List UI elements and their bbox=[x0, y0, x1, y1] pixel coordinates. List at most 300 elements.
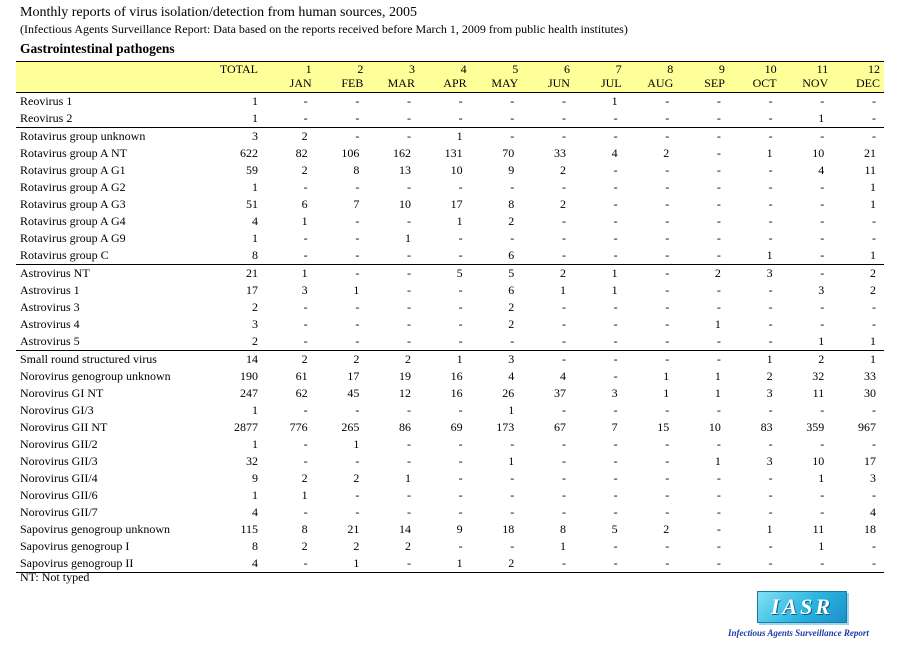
month-value-cell: - bbox=[406, 317, 411, 331]
row-total-cell: 3 bbox=[204, 128, 264, 146]
month-value-cell: 2 bbox=[559, 197, 566, 211]
header-month bbox=[626, 62, 678, 93]
month-value-cell: - bbox=[613, 437, 618, 451]
month-value-cell: - bbox=[820, 231, 825, 245]
row-name-cell: Rotavirus group A G3 bbox=[20, 197, 126, 211]
row-total-cell: 59 bbox=[246, 163, 259, 177]
month-value-cell: - bbox=[458, 111, 463, 125]
month-value-cell: - bbox=[613, 334, 618, 348]
month-value-cell: - bbox=[561, 180, 566, 194]
month-value-cell: - bbox=[716, 522, 721, 536]
month-value-cell: 18 bbox=[864, 522, 876, 536]
month-value-cell: 2 bbox=[264, 351, 316, 369]
row-total-cell: 1 bbox=[252, 437, 259, 451]
table-row bbox=[16, 368, 884, 385]
month-value-cell: - bbox=[872, 300, 876, 314]
month-value-cell: 1 bbox=[663, 386, 670, 400]
month-value-cell: 2 bbox=[870, 283, 876, 297]
header-month-number: 3 bbox=[408, 62, 415, 76]
month-value-cell: - bbox=[406, 300, 411, 314]
month-value-cell: 1 bbox=[419, 555, 471, 573]
month-value-cell: - bbox=[665, 505, 670, 519]
month-value-cell: - bbox=[561, 300, 566, 314]
month-value-cell: - bbox=[303, 231, 308, 245]
month-value-cell: 2 bbox=[353, 539, 360, 553]
month-value-cell: 2 bbox=[316, 351, 368, 369]
month-value-cell: 61 bbox=[295, 369, 308, 383]
month-value-cell: - bbox=[872, 111, 876, 125]
month-value-cell: - bbox=[510, 94, 515, 108]
month-value-cell: - bbox=[768, 505, 773, 519]
month-value-cell: - bbox=[613, 454, 618, 468]
month-value-cell: 11 bbox=[812, 522, 825, 536]
month-value-cell: - bbox=[872, 94, 876, 108]
month-value-cell: 10 bbox=[398, 197, 411, 211]
row-total-cell: 4 bbox=[252, 214, 259, 228]
month-value-cell: - bbox=[561, 334, 566, 348]
month-value-cell: 1 bbox=[766, 522, 773, 536]
month-value-cell: - bbox=[665, 437, 670, 451]
month-value-cell: - bbox=[820, 197, 825, 211]
month-value-cell: - bbox=[665, 248, 670, 262]
month-value-cell: - bbox=[665, 317, 670, 331]
month-value-cell: - bbox=[768, 231, 773, 245]
month-value-cell: 1 bbox=[818, 334, 825, 348]
month-value-cell: 9 bbox=[456, 522, 463, 536]
month-value-cell: - bbox=[303, 403, 308, 417]
header-month-number: 12 bbox=[868, 62, 880, 76]
header-month-number: 6 bbox=[563, 62, 570, 76]
month-value-cell: - bbox=[458, 505, 463, 519]
table-row bbox=[16, 436, 884, 453]
month-value-cell: 2 bbox=[301, 471, 308, 485]
month-value-cell: 32 bbox=[812, 369, 825, 383]
month-value-cell: - bbox=[716, 437, 721, 451]
month-value-cell: - bbox=[665, 334, 670, 348]
header-month bbox=[522, 62, 574, 93]
month-value-cell: 1 bbox=[663, 369, 670, 383]
month-value-cell: 4 bbox=[559, 369, 566, 383]
header-month bbox=[832, 62, 884, 93]
month-value-cell: 2 bbox=[508, 300, 515, 314]
month-value-cell: - bbox=[510, 488, 515, 502]
month-value-cell: 2 bbox=[471, 555, 523, 573]
month-value-cell: 16 bbox=[450, 369, 463, 383]
month-value-cell: 4 bbox=[818, 163, 825, 177]
month-value-cell: - bbox=[613, 111, 618, 125]
header-month-abbr: MAY bbox=[491, 76, 519, 90]
table-row bbox=[16, 196, 884, 213]
month-value-cell: 3 bbox=[766, 454, 773, 468]
row-total-cell: 2 bbox=[252, 300, 259, 314]
month-value-cell: 16 bbox=[450, 386, 463, 400]
month-value-cell: 1 bbox=[818, 111, 825, 125]
header-month-abbr: AUG bbox=[647, 76, 674, 90]
header-month bbox=[574, 62, 626, 93]
month-value-cell: - bbox=[458, 334, 463, 348]
table-row bbox=[16, 555, 884, 573]
month-value-cell: 3 bbox=[729, 265, 781, 283]
month-value-cell: 3 bbox=[818, 283, 825, 297]
header-name-cell bbox=[16, 62, 204, 93]
month-value-cell: 11 bbox=[812, 386, 825, 400]
month-value-cell: - bbox=[665, 539, 670, 553]
month-value-cell: 1 bbox=[611, 94, 618, 108]
month-value-cell: - bbox=[626, 555, 678, 573]
row-total-cell: 622 bbox=[240, 146, 259, 160]
month-value-cell: 1 bbox=[766, 146, 773, 160]
month-value-cell: - bbox=[872, 403, 876, 417]
month-value-cell: - bbox=[820, 317, 825, 331]
month-value-cell: - bbox=[768, 214, 773, 228]
month-value-cell: - bbox=[768, 94, 773, 108]
month-value-cell: 8 bbox=[301, 522, 308, 536]
month-value-cell: 1 bbox=[714, 386, 721, 400]
row-total-cell: 9 bbox=[252, 471, 259, 485]
month-value-cell: 1 bbox=[316, 555, 368, 573]
month-value-cell: - bbox=[613, 197, 618, 211]
month-value-cell: 1 bbox=[264, 265, 316, 283]
month-value-cell: 1 bbox=[870, 180, 876, 194]
month-value-cell: 1 bbox=[611, 283, 618, 297]
month-value-cell: - bbox=[355, 317, 360, 331]
month-value-cell: - bbox=[458, 248, 463, 262]
month-value-cell: 8 bbox=[559, 522, 566, 536]
table-row bbox=[16, 230, 884, 247]
month-value-cell: 10 bbox=[708, 420, 721, 434]
month-value-cell: - bbox=[355, 231, 360, 245]
month-value-cell: 82 bbox=[295, 146, 308, 160]
month-value-cell: 18 bbox=[502, 522, 515, 536]
month-value-cell: 2 bbox=[404, 539, 411, 553]
month-value-cell: - bbox=[510, 437, 515, 451]
month-value-cell: 11 bbox=[864, 163, 876, 177]
table-row bbox=[16, 213, 884, 230]
month-value-cell: - bbox=[355, 94, 360, 108]
month-value-cell: - bbox=[303, 437, 308, 451]
header-month-abbr: MAR bbox=[387, 76, 415, 90]
month-value-cell: - bbox=[522, 128, 574, 146]
month-value-cell: 2 bbox=[301, 163, 308, 177]
month-value-cell: 2 bbox=[663, 146, 670, 160]
month-value-cell: 2 bbox=[663, 522, 670, 536]
month-value-cell: - bbox=[303, 111, 308, 125]
month-value-cell: - bbox=[613, 539, 618, 553]
month-value-cell: 5 bbox=[419, 265, 471, 283]
month-value-cell: - bbox=[561, 488, 566, 502]
month-value-cell: 1 bbox=[419, 128, 471, 146]
month-value-cell: - bbox=[768, 317, 773, 331]
header-month bbox=[471, 62, 523, 93]
header-month-number: 5 bbox=[512, 62, 519, 76]
header-month-number: 1 bbox=[305, 62, 312, 76]
row-name-cell: Norovirus GII/3 bbox=[20, 454, 98, 468]
month-value-cell: - bbox=[458, 471, 463, 485]
iasr-logo bbox=[757, 591, 847, 623]
month-value-cell: - bbox=[303, 180, 308, 194]
month-value-cell: 1 bbox=[818, 539, 825, 553]
month-value-cell: - bbox=[716, 471, 721, 485]
row-name-cell: Reovirus 2 bbox=[20, 111, 73, 125]
month-value-cell: 62 bbox=[295, 386, 308, 400]
month-value-cell: 69 bbox=[450, 420, 463, 434]
month-value-cell: 359 bbox=[806, 420, 825, 434]
month-value-cell: 162 bbox=[392, 146, 411, 160]
month-value-cell: 1 bbox=[559, 539, 566, 553]
month-value-cell: - bbox=[820, 437, 825, 451]
month-value-cell: - bbox=[716, 163, 721, 177]
table-row bbox=[16, 351, 884, 369]
month-value-cell: 2 bbox=[559, 163, 566, 177]
header-month bbox=[781, 62, 833, 93]
month-value-cell: 2 bbox=[832, 265, 884, 283]
month-value-cell: - bbox=[561, 214, 566, 228]
month-value-cell: - bbox=[613, 231, 618, 245]
month-value-cell: - bbox=[406, 437, 411, 451]
row-name-cell: Rotavirus group A G9 bbox=[20, 231, 126, 245]
month-value-cell: 1 bbox=[508, 454, 515, 468]
month-value-cell: - bbox=[665, 163, 670, 177]
month-value-cell: 3 bbox=[766, 386, 773, 400]
month-value-cell: 17 bbox=[864, 454, 876, 468]
month-value-cell: 4 bbox=[611, 146, 618, 160]
table-row bbox=[16, 521, 884, 538]
month-value-cell: 1 bbox=[870, 197, 876, 211]
month-value-cell: - bbox=[458, 180, 463, 194]
month-value-cell: - bbox=[626, 128, 678, 146]
row-total-cell: 247 bbox=[240, 386, 259, 400]
month-value-cell: - bbox=[264, 555, 316, 573]
month-value-cell: 67 bbox=[553, 420, 566, 434]
month-value-cell: - bbox=[561, 317, 566, 331]
month-value-cell: - bbox=[561, 94, 566, 108]
month-value-cell: - bbox=[303, 454, 308, 468]
month-value-cell: - bbox=[665, 214, 670, 228]
month-value-cell: - bbox=[458, 317, 463, 331]
month-value-cell: - bbox=[820, 403, 825, 417]
month-value-cell: 265 bbox=[341, 420, 360, 434]
month-value-cell: - bbox=[303, 505, 308, 519]
month-value-cell: 33 bbox=[864, 369, 876, 383]
month-value-cell: - bbox=[716, 94, 721, 108]
month-value-cell: - bbox=[561, 248, 566, 262]
row-name-cell: Norovirus GII/2 bbox=[20, 437, 98, 451]
month-value-cell: - bbox=[677, 555, 729, 573]
table-row bbox=[16, 538, 884, 555]
table-row bbox=[16, 93, 884, 111]
row-total-cell: 115 bbox=[240, 522, 259, 536]
row-name-cell: Norovirus GI/3 bbox=[20, 403, 94, 417]
row-name-cell: Rotavirus group C bbox=[20, 248, 109, 262]
header-month bbox=[729, 62, 781, 93]
row-name-cell: Sapovirus genogroup II bbox=[16, 555, 204, 573]
month-value-cell: 2 bbox=[766, 369, 773, 383]
row-total-cell: 2877 bbox=[234, 420, 259, 434]
month-value-cell: - bbox=[355, 248, 360, 262]
month-value-cell: 6 bbox=[301, 197, 308, 211]
row-total-cell: 21 bbox=[204, 265, 264, 283]
row-name-cell: Rotavirus group A NT bbox=[20, 146, 127, 160]
month-value-cell: 1 bbox=[714, 454, 721, 468]
month-value-cell: - bbox=[561, 505, 566, 519]
header-month-number: 8 bbox=[667, 62, 674, 76]
header-month-number: 10 bbox=[764, 62, 777, 76]
row-name-cell: Norovirus GII NT bbox=[20, 420, 108, 434]
month-value-cell: - bbox=[303, 317, 308, 331]
month-value-cell: - bbox=[355, 505, 360, 519]
row-name-cell: Norovirus GII/6 bbox=[20, 488, 98, 502]
row-total-cell: 3 bbox=[252, 317, 259, 331]
month-value-cell: - bbox=[716, 146, 721, 160]
month-value-cell: 14 bbox=[398, 522, 411, 536]
header-month-number: 7 bbox=[615, 62, 622, 76]
month-value-cell: 1 bbox=[574, 265, 626, 283]
month-value-cell: - bbox=[355, 334, 360, 348]
month-value-cell: 30 bbox=[864, 386, 876, 400]
month-value-cell: 6 bbox=[508, 248, 515, 262]
month-value-cell: - bbox=[768, 539, 773, 553]
month-value-cell: 1 bbox=[870, 334, 876, 348]
month-value-cell: - bbox=[768, 437, 773, 451]
month-value-cell: - bbox=[872, 437, 876, 451]
month-value-cell: 8 bbox=[353, 163, 360, 177]
month-value-cell: - bbox=[316, 128, 368, 146]
month-value-cell: - bbox=[522, 555, 574, 573]
month-value-cell: - bbox=[367, 128, 419, 146]
table-row bbox=[16, 470, 884, 487]
month-value-cell: - bbox=[613, 163, 618, 177]
month-value-cell: - bbox=[406, 505, 411, 519]
month-value-cell: - bbox=[665, 111, 670, 125]
month-value-cell: 45 bbox=[347, 386, 360, 400]
month-value-cell: 21 bbox=[347, 522, 360, 536]
month-value-cell: - bbox=[613, 248, 618, 262]
month-value-cell: - bbox=[613, 471, 618, 485]
month-value-cell: - bbox=[665, 471, 670, 485]
month-value-cell: 37 bbox=[553, 386, 566, 400]
month-value-cell: - bbox=[716, 111, 721, 125]
month-value-cell: - bbox=[303, 334, 308, 348]
row-total-cell: 1 bbox=[252, 488, 259, 502]
month-value-cell: - bbox=[561, 437, 566, 451]
page-subtitle: (Infectious Agents Surveillance Report: Data based on the reports received before March 1, 2009 from public health institutes) bbox=[20, 22, 628, 36]
row-total-cell: 32 bbox=[246, 454, 259, 468]
row-name-cell: Norovirus GII/7 bbox=[20, 505, 98, 519]
row-name-cell: Norovirus genogroup unknown bbox=[20, 369, 171, 383]
header-month bbox=[316, 62, 368, 93]
month-value-cell: 1 bbox=[714, 369, 721, 383]
month-value-cell: 10 bbox=[450, 163, 463, 177]
row-name-cell: Astrovirus 5 bbox=[20, 334, 80, 348]
month-value-cell: - bbox=[665, 180, 670, 194]
row-total-cell: 1 bbox=[252, 403, 259, 417]
month-value-cell: - bbox=[716, 214, 721, 228]
row-name-cell: Sapovirus genogroup unknown bbox=[20, 522, 170, 536]
month-value-cell: - bbox=[665, 454, 670, 468]
month-value-cell: - bbox=[716, 403, 721, 417]
month-value-cell: 2 bbox=[677, 265, 729, 283]
month-value-cell: - bbox=[458, 300, 463, 314]
header-month-abbr: SEP bbox=[704, 76, 725, 90]
month-value-cell: 70 bbox=[502, 146, 515, 160]
month-value-cell: - bbox=[716, 505, 721, 519]
month-value-cell: 7 bbox=[353, 197, 360, 211]
row-name-cell: Astrovirus 4 bbox=[20, 317, 80, 331]
table-row bbox=[16, 282, 884, 299]
header-month-number: 11 bbox=[816, 62, 829, 76]
month-value-cell: - bbox=[665, 231, 670, 245]
month-value-cell: - bbox=[665, 197, 670, 211]
month-value-cell: - bbox=[872, 317, 876, 331]
month-value-cell: 1 bbox=[766, 248, 773, 262]
row-total-cell: 51 bbox=[246, 197, 259, 211]
month-value-cell: - bbox=[665, 300, 670, 314]
month-value-cell: - bbox=[665, 403, 670, 417]
month-value-cell: - bbox=[458, 403, 463, 417]
row-name-cell: Astrovirus 1 bbox=[20, 283, 80, 297]
row-name-cell: Astrovirus 3 bbox=[20, 300, 80, 314]
month-value-cell: 15 bbox=[657, 420, 670, 434]
month-value-cell: - bbox=[781, 128, 833, 146]
month-value-cell: 1 bbox=[301, 488, 308, 502]
month-value-cell: - bbox=[458, 539, 463, 553]
header-month bbox=[677, 62, 729, 93]
month-value-cell: 1 bbox=[832, 351, 884, 369]
month-value-cell: 1 bbox=[870, 248, 876, 262]
month-value-cell: - bbox=[768, 300, 773, 314]
month-value-cell: 173 bbox=[496, 420, 515, 434]
month-value-cell: 8 bbox=[508, 197, 515, 211]
month-value-cell: - bbox=[574, 128, 626, 146]
row-total-cell: 14 bbox=[204, 351, 264, 369]
header-month bbox=[419, 62, 471, 93]
month-value-cell: 26 bbox=[502, 386, 515, 400]
month-value-cell: - bbox=[510, 539, 515, 553]
table-row bbox=[16, 265, 884, 283]
header-month-abbr: JAN bbox=[289, 76, 312, 90]
month-value-cell: - bbox=[367, 265, 419, 283]
month-value-cell: - bbox=[820, 94, 825, 108]
month-value-cell: - bbox=[716, 334, 721, 348]
month-value-cell: - bbox=[665, 488, 670, 502]
month-value-cell: - bbox=[716, 300, 721, 314]
month-value-cell: - bbox=[716, 180, 721, 194]
month-value-cell: 2 bbox=[367, 351, 419, 369]
month-value-cell: - bbox=[768, 197, 773, 211]
month-value-cell: - bbox=[355, 488, 360, 502]
row-total-cell: 8 bbox=[252, 248, 259, 262]
month-value-cell: 1 bbox=[729, 351, 781, 369]
page-title: Monthly reports of virus isolation/detection from human sources, 2005 bbox=[20, 5, 417, 20]
month-value-cell: - bbox=[872, 539, 876, 553]
month-value-cell: - bbox=[406, 403, 411, 417]
header-month-abbr: JUN bbox=[547, 76, 570, 90]
month-value-cell: 2 bbox=[522, 265, 574, 283]
month-value-cell: - bbox=[355, 180, 360, 194]
row-name-cell: Small round structured virus bbox=[16, 351, 204, 369]
month-value-cell: 1 bbox=[404, 471, 411, 485]
month-value-cell: - bbox=[768, 163, 773, 177]
month-value-cell: - bbox=[716, 231, 721, 245]
row-total-cell: 4 bbox=[252, 505, 259, 519]
table-row bbox=[16, 299, 884, 316]
row-total-cell: 17 bbox=[246, 283, 259, 297]
month-value-cell: 83 bbox=[760, 420, 773, 434]
month-value-cell: - bbox=[510, 334, 515, 348]
header-month-abbr: APR bbox=[443, 76, 467, 90]
month-value-cell: - bbox=[613, 505, 618, 519]
report-table bbox=[16, 61, 884, 573]
